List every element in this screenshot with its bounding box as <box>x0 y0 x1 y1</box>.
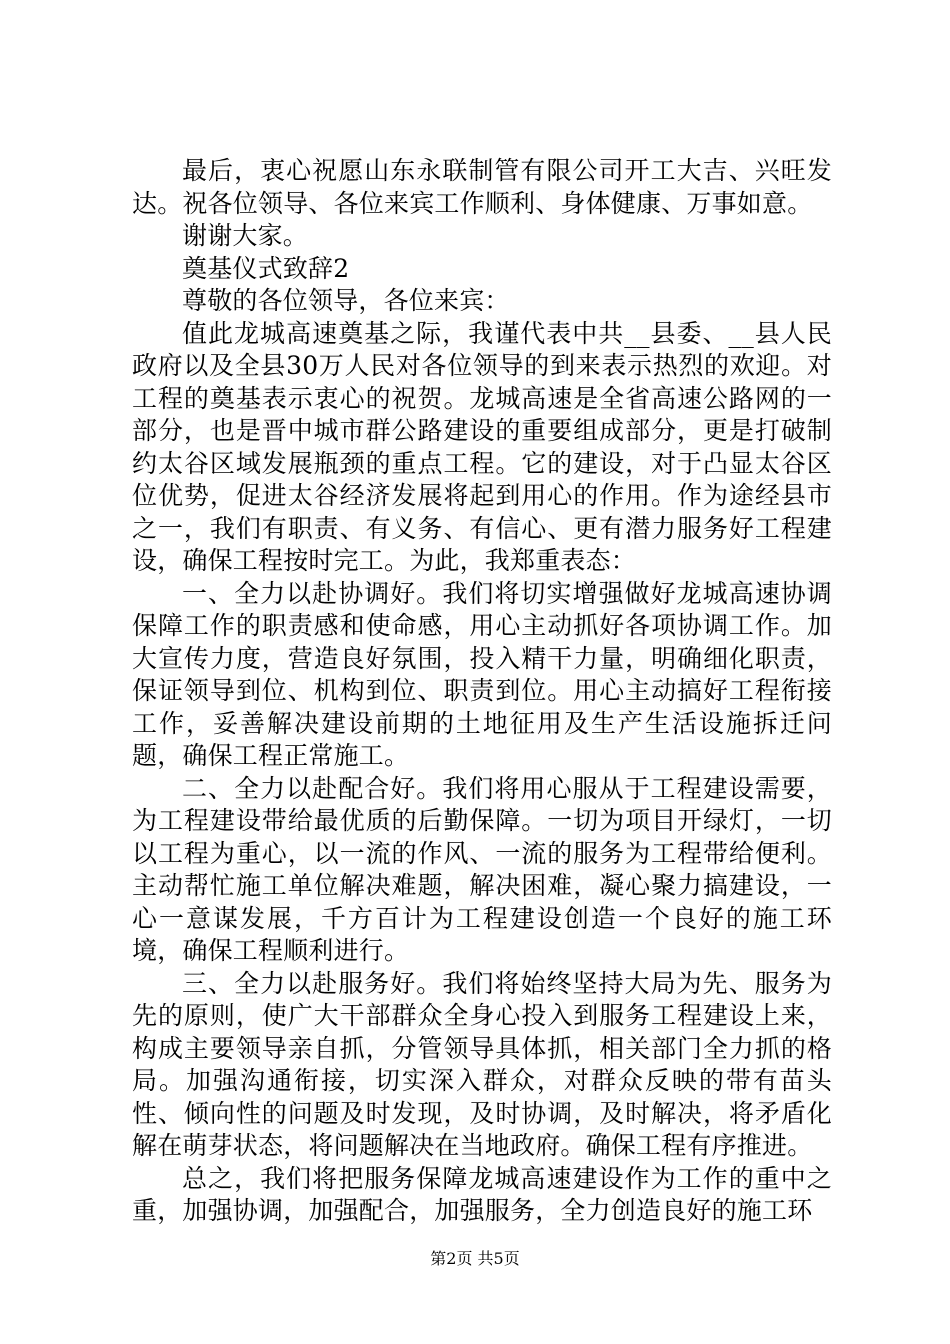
point-two-paragraph: 二、全力以赴配合好。我们将用心服从于工程建设需要，为工程建设带给最优质的后勤保障。一切为项目开绿灯，一切以工程为重心，以一流的作风、一流的服务为工程带给便利。主动帮忙施工单位解决难题，解决困难，凝心聚力搞建设，一心一意谋发展，千方百计为工程建设创造一个良好的施工环境，确保工程顺利进行。 <box>132 773 832 965</box>
point-three-paragraph: 三、全力以赴服务好。我们将始终坚持大局为先、服务为先的原则，使广大干部群众全身心投入到服务工程建设上来，构成主要领导亲自抓，分管领导具体抓，相关部门全力抓的格局。加强沟通衔接，切实深入群众，对群众反映的带有苗头性、倾向性的问题及时发现，及时协调，及时解决，将矛盾化解在萌芽状态，将问题解决在当地政府。确保工程有序推进。 <box>132 968 832 1160</box>
salutation: 尊敬的各位领导，各位来宾： <box>182 286 510 315</box>
summary-paragraph: 总之，我们将把服务保障龙城高速建设作为工作的重中之重，加强协调，加强配合，加强服务，全力创造良好的施工环 <box>132 1163 832 1225</box>
thanks-paragraph: 谢谢大家。 <box>182 221 309 250</box>
point-one-paragraph: 一、全力以赴协调好。我们将切实增强做好龙城高速协调保障工作的职责感和使命感，用心主动抓好各项协调工作。加大宣传力度，营造良好氛围，投入精干力量，明确细化职责，保证领导到位、机构到位、职责到位。用心主动搞好工程衔接工作，妥善解决建设前期的土地征用及生产生活设施拆迁问题，确保工程正常施工。 <box>132 578 832 770</box>
intro-paragraph: 值此龙城高速奠基之际，我谨代表中共__县委、__县人民政府以及全县30万人民对各位领导的到来表示热烈的欢迎。对工程的奠基表示衷心的祝贺。龙城高速是全省高速公路网的一部分，也是晋中城市群公路建设的重要组成部分，更是打破制约太谷区域发展瓶颈的重点工程。它的建设，对于凸显太谷区位优势，促进太谷经济发展将起到用心的作用。作为途经县市之一，我们有职责、有义务、有信心、更有潜力服务好工程建设，确保工程按时完工。为此，我郑重表态： <box>132 318 832 575</box>
closing-wishes-paragraph: 最后，衷心祝愿山东永联制管有限公司开工大吉、兴旺发达。祝各位领导、各位来宾工作顺利、身体健康、万事如意。 <box>132 156 832 218</box>
page-number-footer: 第2页 共5页 <box>430 1249 520 1268</box>
document-body <box>132 155 832 1228</box>
section-heading: 奠基仪式致辞2 <box>182 253 350 283</box>
